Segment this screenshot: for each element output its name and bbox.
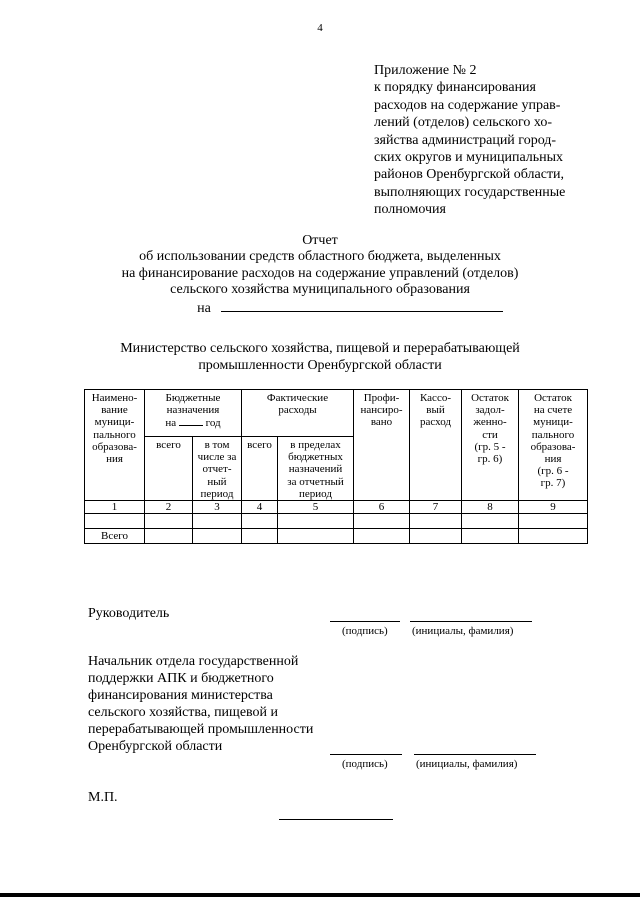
column-number: 9 [519, 501, 588, 514]
table-cell [278, 514, 354, 529]
total-label: Всего [85, 529, 145, 544]
appendix-line: лений (отделов) сельского хо- [374, 115, 552, 131]
report-date-prefix: на [197, 300, 211, 316]
appendix-line: к порядку финансирования [374, 80, 536, 96]
table-cell [354, 514, 410, 529]
appendix-line: ских округов и муниципальных [374, 150, 564, 166]
column-number: 6 [354, 501, 410, 514]
appendix-line: расходов на содержание управ- [374, 97, 561, 113]
chief-title-line: финансирования министерства [88, 688, 273, 703]
report-subtitle-line: об использовании средств областного бюджета, выделенных [139, 249, 501, 265]
column-number: 7 [410, 501, 462, 514]
page-number: 4 [317, 22, 323, 34]
appendix-line: районов Оренбургской области, [374, 167, 565, 183]
chief-title-line: поддержки АПК и бюджетного [88, 671, 274, 686]
table-cell [462, 514, 519, 529]
table-cell [242, 514, 278, 529]
table-row [85, 514, 588, 529]
table-cell [354, 529, 410, 544]
chief-title-line: перерабатывающей промышленности [88, 722, 314, 737]
appendix-note [374, 62, 614, 219]
table-cell [145, 529, 193, 544]
header-budget-group: Бюджетные назначения на год [145, 390, 242, 437]
head-signature-line [330, 621, 400, 622]
table-cell [410, 529, 462, 544]
column-number: 5 [278, 501, 354, 514]
table-cell [193, 529, 242, 544]
header-cash-expense: Кассо- вый расход [410, 390, 462, 501]
head-initials-line [410, 621, 532, 622]
chief-initials-line [414, 754, 536, 755]
column-number: 1 [85, 501, 145, 514]
report-title: Отчет [302, 233, 338, 248]
report-subtitle-line: на финансирование расходов на содержание управлений (отделов) [121, 265, 519, 281]
table-number-row [85, 501, 588, 514]
ministry-name [0, 340, 640, 374]
table-cell [145, 514, 193, 529]
column-number: 3 [193, 501, 242, 514]
table-cell [278, 529, 354, 544]
head-sign-caption: (подпись) [342, 625, 388, 637]
header-municipality: Наимено- вание муници- пального образова- ния [85, 390, 145, 501]
header-account-balance: Остаток на счете муници- пального образова- ния (гр. 6 - гр. 7) [519, 390, 588, 501]
report-heading [0, 233, 640, 317]
appendix-line: полномочия [374, 202, 446, 218]
appendix-line: выполняющих государственные [374, 184, 566, 200]
page-bottom-edge [0, 893, 640, 897]
chief-initials-caption: (инициалы, фамилия) [416, 758, 518, 770]
header-debt-balance: Остаток задол- женно- сти (гр. 5 - гр. 6) [462, 390, 519, 501]
head-initials-caption: (инициалы, фамилия) [412, 625, 514, 637]
chief-sign-caption: (подпись) [342, 758, 388, 770]
ministry-line: Министерство сельского хозяйства, пищевой и перерабатывающей [120, 341, 520, 356]
table-cell [193, 514, 242, 529]
table-cell [410, 514, 462, 529]
header-budget-total: всего [145, 437, 193, 501]
report-date-line [0, 299, 640, 317]
appendix-line: зяйства администраций город- [374, 132, 557, 148]
table-cell [519, 514, 588, 529]
header-actual-total: всего [242, 437, 278, 501]
table-cell [85, 514, 145, 529]
table-header-row [85, 390, 588, 437]
chief-title-line: сельского хозяйства, пищевой и [88, 705, 279, 720]
column-number: 8 [462, 501, 519, 514]
column-number: 4 [242, 501, 278, 514]
ministry-line: промышленности Оренбургской области [198, 358, 442, 373]
column-number: 2 [145, 501, 193, 514]
table-total-row [85, 529, 588, 544]
report-table [84, 389, 588, 544]
table-cell [519, 529, 588, 544]
appendix-line: Приложение № 2 [374, 63, 477, 78]
report-date-field [221, 299, 503, 312]
header-actual-group: Фактические расходы [242, 390, 354, 437]
stamp-placeholder: М.П. [88, 790, 118, 805]
report-subtitle-line: сельского хозяйства муниципального образования [170, 282, 470, 298]
chief-title-line: Начальник отдела государственной [88, 654, 299, 669]
table-cell [462, 529, 519, 544]
header-financed: Профи- нансиро- вано [354, 390, 410, 501]
head-label: Руководитель [88, 606, 170, 621]
header-budget-period: в том числе за отчет- ный период [193, 437, 242, 501]
chief-signature-line [330, 754, 402, 755]
table-cell [242, 529, 278, 544]
header-actual-period: в пределах бюджетных назначений за отчетный период [278, 437, 354, 501]
chief-title-line: Оренбургской области [88, 739, 223, 754]
chief-title [88, 653, 348, 755]
bottom-line [279, 819, 393, 820]
